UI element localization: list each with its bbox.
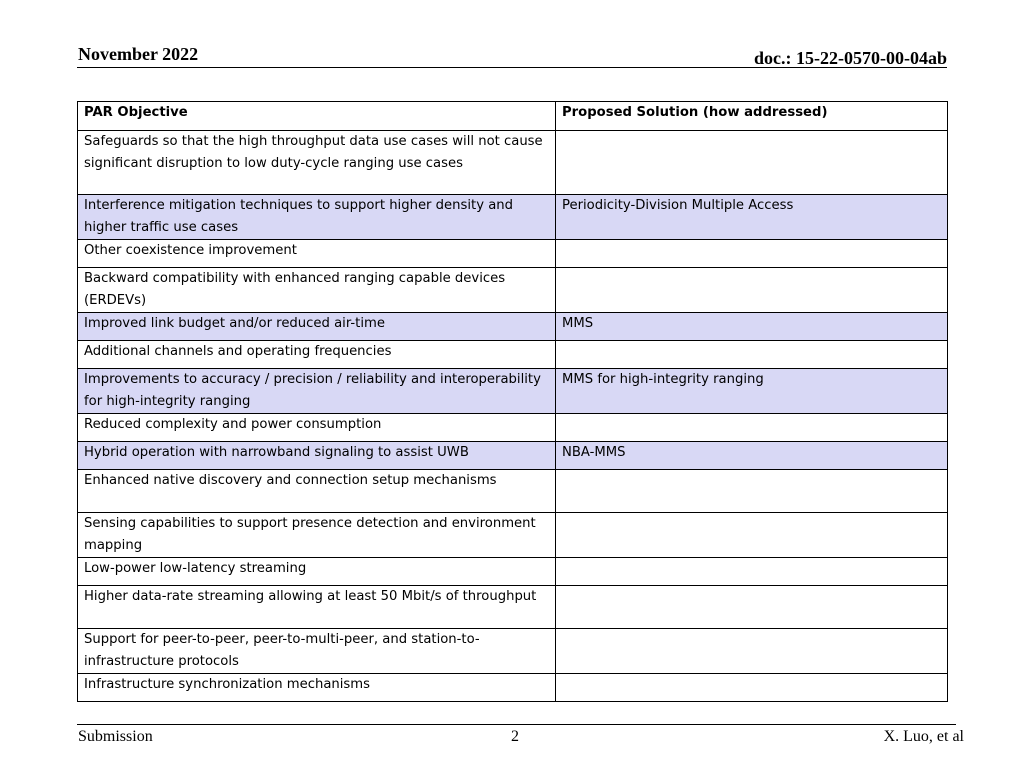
footer-divider <box>77 724 956 725</box>
table-row <box>78 369 948 414</box>
table-row <box>78 268 948 313</box>
table-row <box>78 195 948 240</box>
par-objectives-table <box>77 101 948 702</box>
table-row <box>78 414 948 442</box>
objective-cell: Safeguards so that the high throughput data use cases will not cause significant disruption to low duty-cycle ranging use cases <box>78 131 556 195</box>
solution-cell: MMS <box>556 313 948 341</box>
table-row <box>78 442 948 470</box>
solution-cell <box>556 240 948 268</box>
solution-cell <box>556 414 948 442</box>
objective-cell: Improvements to accuracy / precision / reliability and interoperability for high-integrity ranging <box>78 369 556 414</box>
column-header-objective: PAR Objective <box>78 102 556 131</box>
column-header-solution: Proposed Solution (how addressed) <box>556 102 948 131</box>
objective-cell: Backward compatibility with enhanced ranging capable devices (ERDEVs) <box>78 268 556 313</box>
footer-page-number: 2 <box>511 728 519 745</box>
objective-cell: Reduced complexity and power consumption <box>78 414 556 442</box>
solution-cell <box>556 341 948 369</box>
objective-cell: Infrastructure synchronization mechanisms <box>78 674 556 702</box>
objective-cell: Sensing capabilities to support presence detection and environment mapping <box>78 513 556 558</box>
header-divider <box>77 67 947 68</box>
solution-cell <box>556 470 948 513</box>
table-row <box>78 341 948 369</box>
header-date: November 2022 <box>78 44 199 64</box>
solution-cell <box>556 513 948 558</box>
objective-cell: Support for peer-to-peer, peer-to-multi-peer, and station-to-infrastructure protocols <box>78 629 556 674</box>
table-row <box>78 629 948 674</box>
solution-cell <box>556 268 948 313</box>
objective-cell: Low-power low-latency streaming <box>78 558 556 586</box>
objective-cell: Enhanced native discovery and connection setup mechanisms <box>78 470 556 513</box>
table-row <box>78 313 948 341</box>
table-row <box>78 513 948 558</box>
table-row <box>78 586 948 629</box>
table-row <box>78 470 948 513</box>
objective-cell: Additional channels and operating frequencies <box>78 341 556 369</box>
table-row <box>78 131 948 195</box>
objective-cell: Other coexistence improvement <box>78 240 556 268</box>
table-header-row <box>78 102 948 131</box>
solution-cell <box>556 558 948 586</box>
objective-cell: Higher data-rate streaming allowing at least 50 Mbit/s of throughput <box>78 586 556 629</box>
header-doc-id: doc.: 15-22-0570-00-04ab <box>754 48 947 68</box>
table-row <box>78 674 948 702</box>
solution-cell: NBA-MMS <box>556 442 948 470</box>
footer-author: X. Luo, et al <box>883 728 964 745</box>
solution-cell <box>556 131 948 195</box>
objective-cell: Hybrid operation with narrowband signaling to assist UWB <box>78 442 556 470</box>
solution-cell <box>556 674 948 702</box>
solution-cell: MMS for high-integrity ranging <box>556 369 948 414</box>
solution-cell <box>556 629 948 674</box>
objective-cell: Interference mitigation techniques to support higher density and higher traffic use cases <box>78 195 556 240</box>
objective-cell: Improved link budget and/or reduced air-time <box>78 313 556 341</box>
solution-cell: Periodicity-Division Multiple Access <box>556 195 948 240</box>
solution-cell <box>556 586 948 629</box>
table-row <box>78 558 948 586</box>
footer-submission: Submission <box>78 728 153 745</box>
table-row <box>78 240 948 268</box>
